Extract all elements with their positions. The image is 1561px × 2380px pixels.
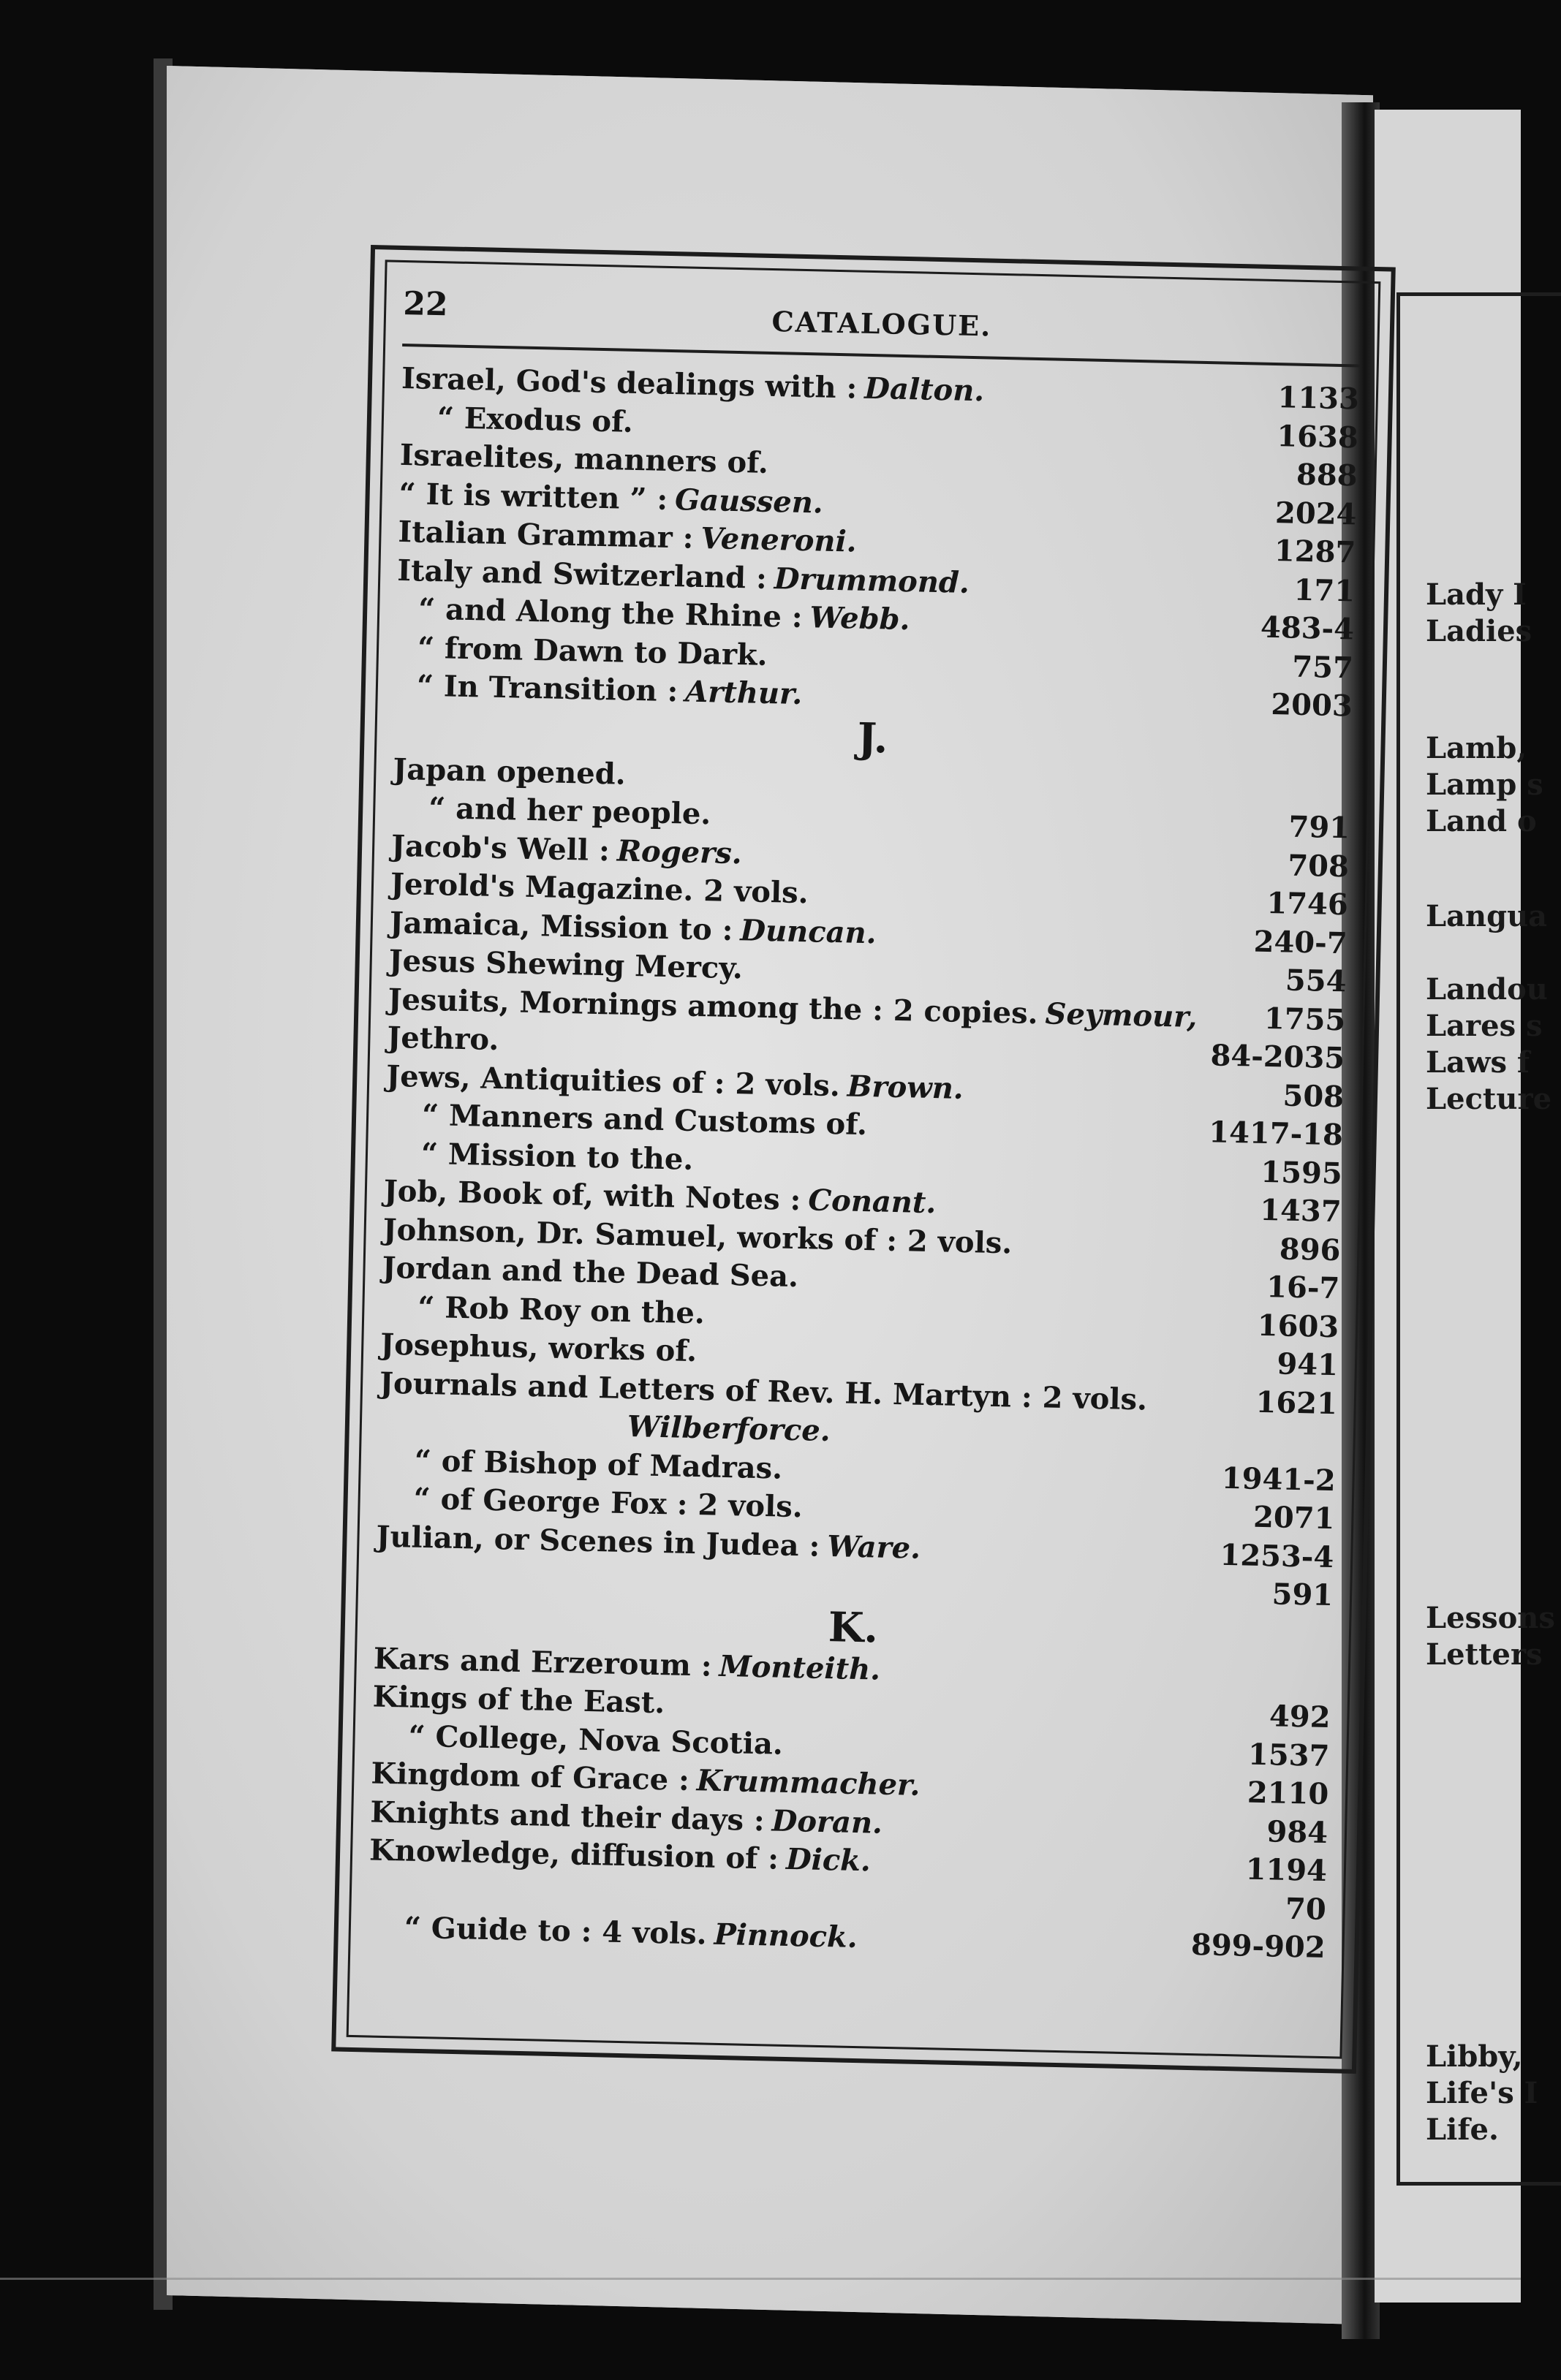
facing-page-fragment: Life's I (1426, 2076, 1538, 2110)
entry-title-text: Jethro. (386, 1020, 499, 1058)
entry-title-text: Knights and their days : (369, 1795, 766, 1838)
page-number: 22 (402, 284, 449, 324)
facing-page-fragment: Lamb, (1426, 731, 1527, 765)
entry-number: 70 (1285, 1891, 1327, 1927)
entry-title-text: Jordan and the Dead Sea. (382, 1250, 799, 1295)
entry-title-text: Knowledge, diffusion of : (368, 1833, 779, 1876)
entry-author: Veneroni. (700, 520, 858, 559)
entry-number: 2071 (1252, 1499, 1335, 1536)
entry-author: Krummacher. (696, 1763, 921, 1803)
entry-number: 896 (1279, 1231, 1341, 1267)
entry-title-text: Kingdom of Grace : (371, 1756, 690, 1797)
facing-page-fragment: Lares s (1426, 1009, 1543, 1043)
entry-title-text: “ College, Nova Scotia. (408, 1718, 784, 1762)
entry-author: Pinnock. (714, 1917, 858, 1955)
entry-title (380, 1326, 698, 1371)
facing-page (1375, 110, 1555, 2303)
entry-author: Monteith. (719, 1648, 881, 1687)
facing-page-fragment: Letters (1426, 1637, 1543, 1672)
running-title: CATALOGUE. (771, 304, 992, 343)
entry-author: Drummond. (774, 561, 970, 600)
facing-page-fragment: Lessons (1426, 1601, 1555, 1635)
entry-number: 2003 (1270, 687, 1353, 724)
entry-title-text: Jews, Antiquities of : 2 vols. (385, 1058, 841, 1103)
entry-author: Dalton. (863, 371, 985, 409)
facing-page-fragment: Land o (1426, 804, 1537, 838)
entry-title-text: “ and Along the Rhine : (417, 591, 804, 634)
entry-title-text: Jesus Shewing Mercy. (388, 943, 744, 986)
entry-number: 1437 (1259, 1192, 1342, 1229)
entry-title-text: Kars and Erzeroum : (373, 1641, 713, 1683)
entry-number: 984 (1266, 1814, 1328, 1850)
entry-number: 1755 (1263, 1001, 1346, 1037)
entry-number: 2024 (1274, 495, 1357, 531)
entry-title-text (619, 1409, 620, 1444)
entry-title-text: Italian Grammar : (398, 514, 694, 556)
entry-number: 1621 (1255, 1384, 1338, 1421)
entry-number: 1417-18 (1208, 1115, 1344, 1153)
facing-page-fragment: Life. (1426, 2112, 1499, 2147)
entry-title-text: Jacob's Well : (390, 828, 611, 868)
entry-number: 1537 (1247, 1737, 1330, 1773)
entry-number: 508 (1282, 1077, 1345, 1114)
entry-number: 240-7 (1253, 924, 1348, 960)
entry-author: Conant. (807, 1183, 937, 1221)
entry-number: 171 (1293, 572, 1356, 608)
entry-number: 1746 (1266, 885, 1349, 922)
entry-author: Gaussen. (674, 482, 824, 520)
facing-page-fragment: Ladies (1426, 614, 1532, 648)
entry-title (436, 399, 633, 441)
entry-title-text: “ Guide to : 4 vols. (404, 1910, 708, 1952)
entry-author: Ware. (826, 1528, 921, 1566)
entry-number: 1603 (1257, 1308, 1339, 1344)
entry-title (619, 1408, 831, 1451)
entry-title-text: Julian, or Scenes in Judea : (376, 1519, 820, 1564)
entry-title-text: “ Mission to the. (420, 1136, 694, 1177)
entry-author: Webb. (809, 600, 911, 637)
entry-title (428, 789, 711, 834)
entry-title-text: Jamaica, Mission to : (389, 905, 733, 947)
entry-title (372, 1678, 665, 1723)
entry-author: Brown. (847, 1068, 964, 1106)
facing-page-fragment: Langua (1426, 899, 1548, 933)
entry-number: 1253-4 (1220, 1537, 1334, 1574)
entry-title-text: Italy and Switzerland : (396, 553, 768, 596)
scan-artifact-line (0, 2278, 1521, 2280)
entry-title-text: Johnson, Dr. Samuel, works of : 2 vols. (382, 1212, 1013, 1260)
entry-title-text: Kings of the East. (372, 1679, 665, 1721)
entry-number: 2110 (1247, 1775, 1329, 1812)
entry-number: 554 (1285, 963, 1347, 999)
entry-author: Rogers. (616, 833, 743, 871)
entry-title-text: Josephus, works of. (379, 1327, 698, 1369)
entry-title-text: Japan opened. (392, 751, 627, 792)
entry-author: Dick. (785, 1841, 872, 1879)
catalogue-frame (331, 245, 1396, 2074)
entry-number: 1133 (1277, 380, 1360, 417)
entry-title-text: “ Rob Roy on the. (417, 1289, 706, 1330)
entry-number: 1638 (1276, 418, 1359, 455)
entry-title-text: “ and her people. (428, 790, 711, 832)
section-letter: J. (857, 713, 889, 763)
entry-title-text: Jerold's Magazine. 2 vols. (390, 866, 809, 911)
section-letter: K. (828, 1602, 879, 1653)
entry-title (387, 1019, 499, 1060)
entry-title (420, 1134, 693, 1179)
entry-title-text: “ of Bishop of Madras. (414, 1443, 783, 1486)
entry-number: 791 (1288, 809, 1350, 846)
entry-title-text: “ In Transition : (416, 668, 679, 709)
facing-page-frame (1396, 292, 1561, 2186)
entry-author: Doran. (771, 1803, 883, 1841)
facing-page-fragment: Landou (1426, 972, 1548, 1007)
entry-number: 1941-2 (1221, 1460, 1337, 1498)
entry-title-text: “ of George Fox : 2 vols. (413, 1481, 804, 1525)
entry-author: Duncan. (739, 912, 877, 950)
entry-title-text: Journals and Letters of Rev. H. Martyn : 2 vols. (379, 1365, 1148, 1417)
entry-title-text: “ from Dawn to Dark. (417, 630, 768, 672)
facing-page-fragment: Lady I (1426, 577, 1527, 612)
entry-number: 888 (1296, 457, 1358, 493)
facing-page-fragment: Lecture (1426, 1082, 1552, 1116)
entry-author: Seymour, (1045, 996, 1198, 1034)
facing-page-fragment: Libby, (1426, 2039, 1523, 2074)
entry-number: 492 (1269, 1699, 1331, 1735)
entry-title-text: “ It is written ” : (398, 476, 668, 517)
entry-number: 591 (1271, 1577, 1334, 1613)
entry-number: 899-902 (1190, 1928, 1326, 1966)
entry-number: 16-7 (1266, 1270, 1340, 1306)
entry-title-text: Israelites, manners of. (399, 437, 769, 480)
entry-author: Wilberforce. (627, 1409, 831, 1449)
entry-number: 708 (1287, 848, 1350, 884)
entry-number: 1287 (1274, 534, 1356, 570)
entry-number: 1595 (1260, 1154, 1343, 1191)
entry-number: 483-4 (1260, 610, 1355, 647)
entry-author: Arthur. (684, 674, 803, 712)
entry-number: 84-2035 (1210, 1038, 1345, 1076)
facing-page-fragment: Laws f (1426, 1045, 1530, 1080)
entry-title (417, 1288, 706, 1333)
entry-number: 757 (1291, 649, 1354, 685)
entry-title-text: “ Exodus of. (436, 400, 634, 439)
entry-title-text: Jesuits, Mornings among the : 2 copies. (388, 982, 1039, 1031)
catalogue-entries (367, 360, 1359, 1968)
entry-title-text: Israel, God's dealings with : (401, 360, 858, 406)
entry-title-text: “ Manners and Customs of. (421, 1097, 868, 1142)
entry-number: 1194 (1245, 1852, 1328, 1889)
entry-title (393, 750, 626, 793)
entry-number: 941 (1277, 1346, 1339, 1383)
facing-page-fragment: Lamp s (1426, 768, 1543, 802)
entry-title-text: Job, Book of, with Notes : (383, 1173, 801, 1218)
